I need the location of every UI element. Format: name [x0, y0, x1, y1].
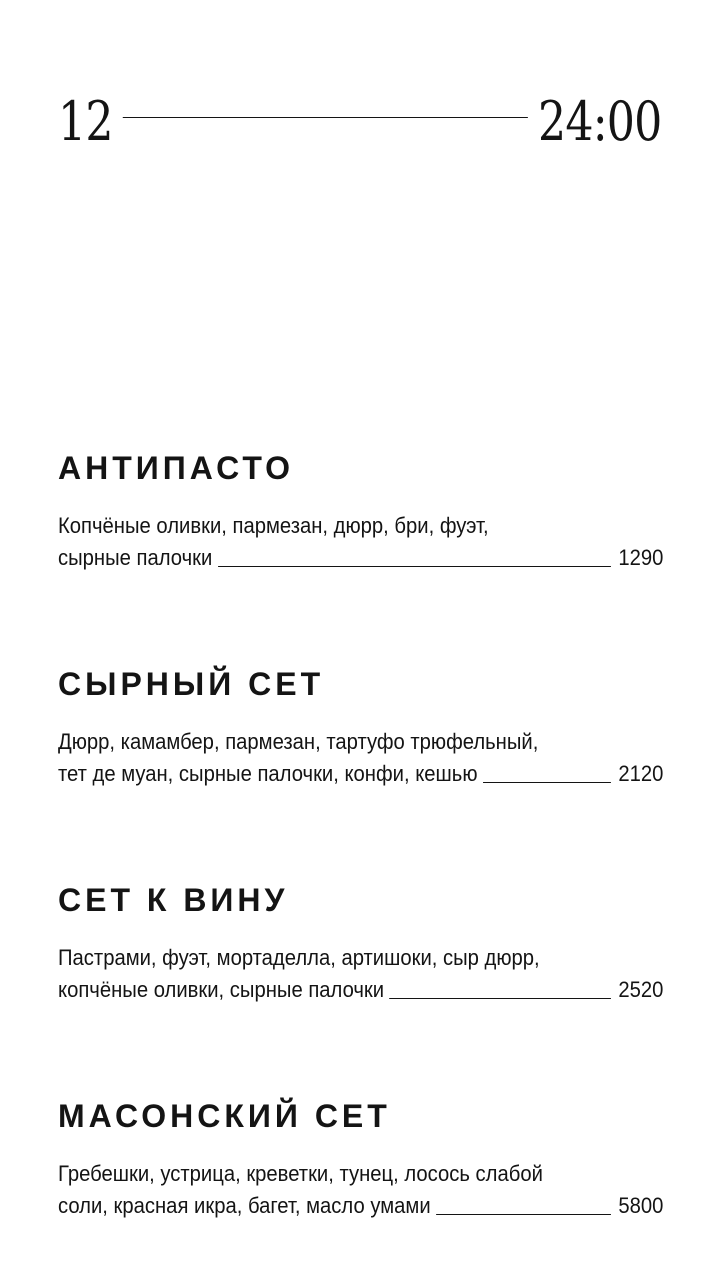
menu-item — [58, 664, 662, 790]
closing-time: 24:00 — [538, 89, 662, 153]
opening-time: 12 — [58, 89, 113, 153]
menu-item-description — [58, 510, 663, 574]
menu-item-title: АНТИПАСТО — [58, 450, 295, 486]
menu-item — [58, 448, 662, 574]
description-line-with-price — [58, 974, 663, 1006]
description-text: Копчёные оливки, пармезан, дюрр, бри, фуэт, — [58, 513, 489, 538]
price-leader-line — [218, 566, 611, 567]
description-line-with-price — [58, 1190, 663, 1222]
menu-item-description — [58, 942, 663, 1006]
description-text: копчёные оливки, сырные палочки — [58, 977, 385, 1002]
menu-item — [58, 880, 662, 1006]
menu-item-price: 2120 — [618, 761, 664, 786]
description-text: сырные палочки — [58, 545, 213, 570]
menu-item-price: 5800 — [618, 1193, 664, 1218]
hours-divider-line — [123, 117, 529, 118]
description-line-with-price — [58, 542, 663, 574]
description-line — [58, 510, 663, 542]
description-text: Пастрами, фуэт, мортаделла, артишоки, сыр дюрр, — [58, 945, 540, 970]
description-text: Дюрр, камамбер, пармезан, тартуфо трюфельный, — [58, 729, 539, 754]
price-leader-line — [483, 782, 611, 783]
description-line-with-price — [58, 758, 663, 790]
opening-hours — [58, 88, 662, 154]
menu-item-title: СЕТ К ВИНУ — [58, 882, 289, 918]
description-line — [58, 726, 663, 758]
description-line — [58, 942, 663, 974]
menu-item-price: 1290 — [618, 545, 664, 570]
description-text: тет де муан, сырные палочки, конфи, кешью — [58, 761, 478, 786]
description-text: соли, красная икра, багет, масло умами — [58, 1193, 431, 1218]
menu-item-description — [58, 726, 663, 790]
price-leader-line — [390, 998, 611, 999]
menu-item — [58, 1096, 662, 1222]
menu-item-title: СЫРНЫЙ СЕТ — [58, 666, 325, 702]
description-text: Гребешки, устрица, креветки, тунец, лосось слабой — [58, 1161, 543, 1186]
menu-item-price: 2520 — [618, 977, 664, 1002]
price-leader-line — [436, 1214, 611, 1215]
menu-item-description — [58, 1158, 663, 1222]
menu-item-title: МАСОНСКИЙ СЕТ — [58, 1098, 391, 1134]
description-line — [58, 1158, 663, 1190]
